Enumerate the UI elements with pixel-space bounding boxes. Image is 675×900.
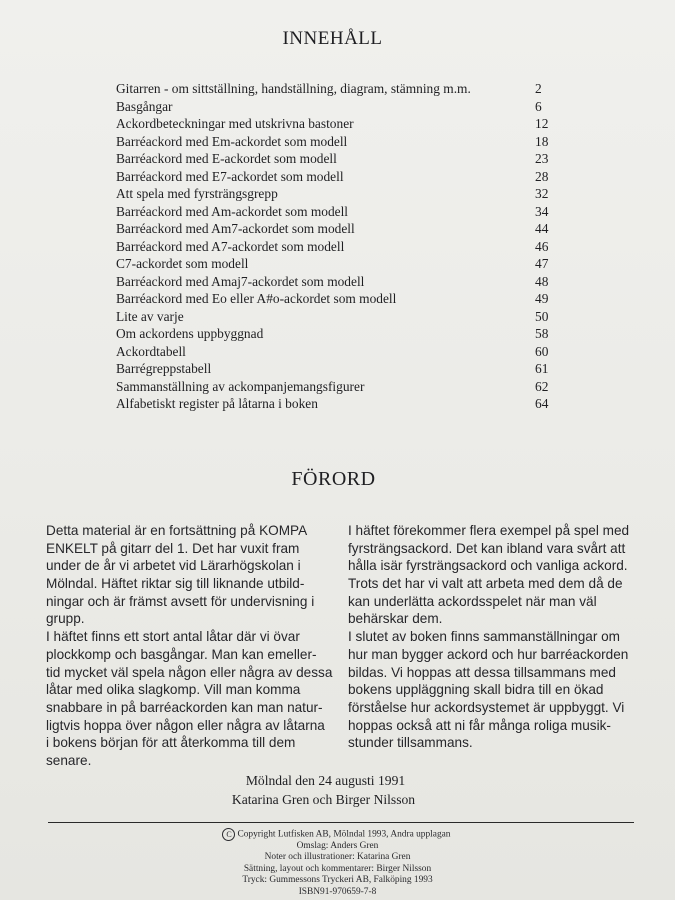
- toc-entry: [116, 343, 566, 361]
- toc-entry: [116, 273, 566, 291]
- toc-entry-page: 61: [535, 361, 549, 376]
- credit-typesetting: Sättning, layout och kommentarer: Birger Nilsson: [243, 863, 432, 874]
- toc-entry-page: 34: [535, 203, 549, 219]
- toc-entry: [116, 220, 566, 238]
- paragraph-line: ligtvis hoppa över någon eller några av låtarna: [46, 717, 325, 733]
- credit-cover: Omslag: Anders Gren: [296, 841, 379, 852]
- paragraph-line: i bokens början för att återkomma till dem: [46, 735, 296, 751]
- toc-entry-title: Ackordtabell: [116, 343, 186, 359]
- toc-entry: [116, 185, 566, 203]
- toc-entry: [116, 115, 566, 133]
- paragraph-line: I slutet av boken finns sammanställningar om: [348, 629, 621, 645]
- foreword-right-column: [348, 522, 643, 752]
- toc-entry-page: 23: [535, 151, 549, 166]
- paragraph-line: ningar och är främst avsett för undervisning i: [46, 593, 315, 609]
- paragraph-line: kan underlätta ackordsspelet när man väl: [348, 593, 597, 609]
- paragraph-line: hålla isär fyrsträngsackord och vanliga ackord.: [348, 558, 628, 574]
- credit-print: Tryck: Gummessons Tryckeri AB, Falköping 1993: [242, 875, 433, 886]
- foreword-left-column: [46, 522, 346, 770]
- toc-entry-page: 44: [535, 221, 549, 236]
- copyright-icon: C: [222, 828, 235, 841]
- toc-entry: [116, 168, 566, 186]
- paragraph-line: hoppas också att ni får många roliga musik-: [348, 717, 611, 733]
- toc-entry: [116, 255, 566, 273]
- toc-entry-page: 58: [535, 326, 549, 341]
- paragraph-line: låtar med olika slagkomp. Vill man komma: [46, 682, 301, 698]
- paragraph-line: Mölndal. Häftet riktar sig till liknande utbild-: [46, 576, 305, 592]
- paragraph-line: hur man bygger ackord och hur barréackorden: [348, 646, 629, 662]
- toc-entry-title: Alfabetiskt register på låtarna i boken: [116, 396, 318, 411]
- toc-entry-title: Barréackord med A7-ackordet som modell: [116, 238, 345, 254]
- signature-authors: Katarina Gren och Birger Nilsson: [231, 792, 416, 807]
- paragraph-line: förståelse hur ackordsystemet är uppbyggt. Vi: [348, 699, 625, 715]
- toc-entry-title: Barréackord med Am7-ackordet som modell: [116, 221, 355, 236]
- credit-copyright: Copyright Lutfisken AB, Mölndal 1993, Andra upplagan: [237, 829, 451, 840]
- paragraph-line: behärskar dem.: [348, 611, 443, 627]
- signature-place-date: Mölndal den 24 augusti 1991: [245, 773, 406, 788]
- paragraph-line: plockkomp och basgångar. Man kan emeller-: [46, 646, 317, 662]
- table-of-contents: [116, 80, 566, 413]
- toc-entry-title: Lite av varje: [116, 308, 184, 324]
- credit-copyright-line: [0, 828, 674, 841]
- paragraph-line: grupp.: [46, 611, 85, 627]
- paragraph-line: tid mycket väl spela någon eller några av dessa: [46, 664, 333, 680]
- toc-entry-page: 18: [535, 133, 549, 149]
- paragraph-line: under de år vi arbetet vid Lärarhögskolan i: [46, 558, 301, 574]
- toc-entry-page: 12: [535, 116, 549, 131]
- toc-entry: [116, 133, 566, 151]
- toc-entry-title: Ackordbeteckningar med utskrivna bastoner: [116, 116, 354, 131]
- toc-entry-page: 49: [535, 291, 549, 306]
- paragraph-line: senare.: [46, 752, 92, 768]
- toc-entry-title: Gitarren - om sittställning, handställning, diagram, stämning m.m.: [116, 81, 471, 96]
- toc-entry: [116, 150, 566, 168]
- toc-entry-title: Om ackordens uppbyggnad: [116, 326, 264, 341]
- toc-entry-title: Barréackord med E7-ackordet som modell: [116, 168, 344, 184]
- paragraph-line: I häftet förekommer flera exempel på spel med: [348, 523, 630, 538]
- toc-entry-title: Barrégreppstabell: [116, 361, 212, 376]
- toc-entry-title: Basgångar: [116, 98, 173, 114]
- toc-entry-title: Sammanställning av ackompanjemangsfigurer: [116, 378, 365, 394]
- toc-entry-page: 60: [535, 343, 549, 359]
- toc-entry: [116, 203, 566, 221]
- toc-entry-page: 62: [535, 378, 549, 394]
- toc-entry-title: Barréackord med Em-ackordet som modell: [116, 133, 348, 149]
- toc-entry: [116, 290, 566, 308]
- credit-isbn: ISBN91-970659-7-8: [298, 886, 377, 897]
- divider-rule: [48, 822, 634, 823]
- toc-entry: [116, 308, 566, 326]
- paragraph-line: ENKELT på gitarr del 1. Det har vuxit fram: [46, 540, 300, 556]
- toc-entry-title: Barréackord med E-ackordet som modell: [116, 151, 337, 166]
- credits-block: [0, 828, 675, 898]
- paragraph-line: snabbare in på barréackorden kan man natur-: [46, 699, 323, 715]
- toc-entry-page: 64: [535, 396, 549, 411]
- toc-entry-page: 48: [535, 273, 549, 289]
- toc-entry: [116, 238, 566, 256]
- toc-entry-title: Att spela med fyrsträngsgrepp: [116, 186, 278, 201]
- toc-entry: [116, 378, 566, 396]
- toc-title: INNEHÅLL: [282, 28, 383, 49]
- toc-entry-title: Barréackord med Am-ackordet som modell: [116, 203, 349, 219]
- toc-entry: [116, 360, 566, 378]
- paragraph-line: bildas. Vi hoppas att dessa tillsammans med: [348, 664, 616, 680]
- toc-entry-title: C7-ackordet som modell: [116, 256, 249, 271]
- paragraph-line: fyrsträngsackord. Det kan ibland vara svårt att: [348, 540, 626, 556]
- paragraph-line: bokens uppläggning skall bidra till en ökad: [348, 682, 604, 698]
- paragraph-line: Trots det har vi valt att arbeta med dem då de: [348, 576, 623, 592]
- paragraph-line: Detta material är en fortsättning på KOMPA: [46, 523, 308, 538]
- foreword-title: FÖRORD: [291, 468, 376, 490]
- toc-entry-title: Barréackord med Eo eller A#o-ackordet som modell: [116, 291, 397, 306]
- toc-entry-title: Barréackord med Amaj7-ackordet som modell: [116, 273, 365, 289]
- paragraph-line: stunder tillsammans.: [348, 735, 473, 751]
- toc-entry-page: 32: [535, 186, 549, 201]
- paragraph-line: I häftet finns ett stort antal låtar där vi övar: [46, 629, 300, 645]
- toc-entry-page: 2: [535, 81, 542, 96]
- toc-entry: [116, 98, 566, 116]
- toc-entry-page: 6: [535, 98, 542, 114]
- toc-entry-page: 50: [535, 308, 549, 324]
- toc-entry-page: 28: [535, 168, 549, 184]
- toc-entry: [116, 80, 566, 98]
- toc-entry: [116, 325, 566, 343]
- toc-entry: [116, 395, 566, 413]
- toc-entry-page: 47: [535, 256, 549, 271]
- credit-notes: Noter och illustrationer: Katarina Gren: [264, 852, 411, 863]
- toc-entry-page: 46: [535, 238, 549, 254]
